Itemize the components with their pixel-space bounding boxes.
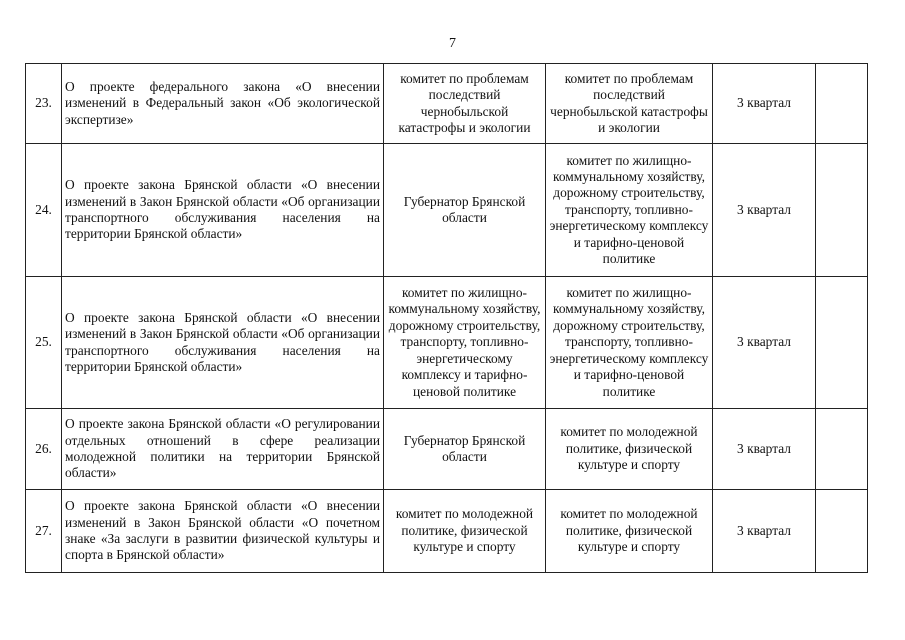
- table-row: [26, 64, 868, 144]
- row-term: 3 квартал: [713, 277, 816, 409]
- row-committee: комитет по молодежной политике, физической культуре и спорту: [546, 490, 713, 573]
- row-extra: [816, 409, 868, 490]
- row-responsible: комитет по молодежной политике, физической культуре и спорту: [384, 490, 546, 573]
- row-subject: О проекте федерального закона «О внесении изменений в Федеральный закон «Об экологической экспертизе»: [62, 64, 384, 144]
- row-number: 27.: [26, 490, 62, 573]
- row-number: 25.: [26, 277, 62, 409]
- row-responsible: Губернатор Брянской области: [384, 409, 546, 490]
- row-responsible: Губернатор Брянской области: [384, 144, 546, 277]
- table-row: [26, 277, 868, 409]
- page-number: 7: [449, 36, 456, 51]
- row-extra: [816, 144, 868, 277]
- row-extra: [816, 490, 868, 573]
- row-extra: [816, 64, 868, 144]
- row-committee: комитет по проблемам последствий чернобыльской катастрофы и экологии: [546, 64, 713, 144]
- table-row: [26, 490, 868, 573]
- row-term: 3 квартал: [713, 64, 816, 144]
- row-number: 24.: [26, 144, 62, 277]
- row-committee: комитет по жилищно-коммунальному хозяйству, дорожному строительству, транспорту, топливно-энергетическому комплексу и тарифно-ценовой политике: [546, 277, 713, 409]
- table-row: [26, 144, 868, 277]
- row-number: 26.: [26, 409, 62, 490]
- row-subject: О проекте закона Брянской области «О внесении изменений в Закон Брянской области «Об организации транспортного обслуживания населения на территории Брянской области»: [62, 277, 384, 409]
- table-row: [26, 409, 868, 490]
- row-term: 3 квартал: [713, 409, 816, 490]
- row-committee: комитет по молодежной политике, физической культуре и спорту: [546, 409, 713, 490]
- row-subject: О проекте закона Брянской области «О регулировании отдельных отношений в сфере реализации молодежной политики на территории Брянской области»: [62, 409, 384, 490]
- row-committee: комитет по жилищно-коммунальному хозяйству, дорожному строительству, транспорту, топливно-энергетическому комплексу и тарифно-ценовой политике: [546, 144, 713, 277]
- row-responsible: комитет по жилищно-коммунальному хозяйству, дорожному строительству, транспорту, топливно-энергетическому комплексу и тарифно-ценовой политике: [384, 277, 546, 409]
- work-plan-table: [25, 63, 868, 573]
- row-extra: [816, 277, 868, 409]
- row-term: 3 квартал: [713, 144, 816, 277]
- row-subject: О проекте закона Брянской области «О внесении изменений в Закон Брянской области «Об организации транспортного обслуживания населения на территории Брянской области»: [62, 144, 384, 277]
- row-subject: О проекте закона Брянской области «О внесении изменений в Закон Брянской области «О почетном знаке «За заслуги в развитии физической культуры и спорта в Брянской области»: [62, 490, 384, 573]
- row-responsible: комитет по проблемам последствий чернобыльской катастрофы и экологии: [384, 64, 546, 144]
- row-term: 3 квартал: [713, 490, 816, 573]
- row-number: 23.: [26, 64, 62, 144]
